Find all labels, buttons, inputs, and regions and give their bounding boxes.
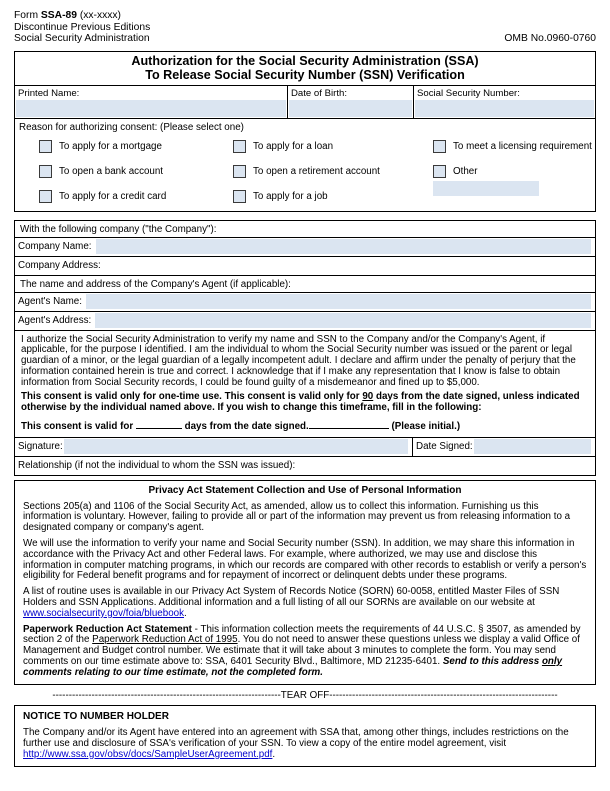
pra-text-1: - This information collection meets the requirements of 44 U.S.C. § 3507, as amended by section 2 of the — [23, 623, 581, 646]
privacy-heading: Privacy Act Statement Collection and Use of Personal Information — [148, 484, 462, 496]
authorization-paragraph: I authorize the Social Security Administration to verify my name and SSN to the Company and/or the Company's Agent, if applicable, for the purpose I identified. I am the individual to whom the Social Security number was issued or the parent or legal guardian of a minor, or the legal guardian of a legally incompetent adult. I declare and affirm under the penalty of perjury that the information contained herein is true and correct. I acknowledge that if I make any representation that I know is false to obtain information from Social Security records, I could be found guilty of a misdemeanor and fined up to $5,000. — [21, 333, 576, 388]
pra-act-name: Paperwork Reduction Act of 1995 — [92, 634, 238, 646]
agency-line: Social Security Administration — [14, 33, 150, 44]
pra-bold-2: comments relating to our time estimate, not the completed form. — [23, 666, 323, 678]
reason-column-3 — [433, 140, 595, 203]
reason-column-2 — [233, 140, 433, 203]
other-reason-input[interactable] — [433, 181, 539, 196]
printed-name-cell — [15, 86, 287, 118]
printed-name-label: Printed Name: — [18, 87, 80, 99]
bank-account-checkbox[interactable] — [39, 165, 52, 178]
printed-name-input[interactable] — [16, 100, 286, 117]
reason-option-job[interactable] — [233, 190, 433, 203]
form-edition: (xx-xxxx) — [76, 10, 121, 21]
agent-address-input[interactable] — [95, 313, 591, 328]
agent-address-label: Agent's Address: — [18, 315, 92, 326]
tear-dashes-right: ---------------------------------------------------------------------- — [329, 689, 558, 701]
fill-text-1: This consent is valid for — [21, 421, 134, 433]
date-signed-cell — [413, 438, 595, 456]
retirement-account-checkbox[interactable] — [233, 165, 246, 178]
reason-option-other[interactable] — [433, 165, 595, 178]
consent-text-2: days from the date signed, unless indicated otherwise by the individual named above. If you wish to change this timeframe, fill in the following: — [21, 391, 580, 414]
date-of-birth-input[interactable] — [289, 100, 412, 117]
reason-option-licensing[interactable] — [433, 140, 595, 153]
signature-input[interactable] — [64, 439, 408, 454]
reason-option-retirement-account[interactable] — [233, 165, 433, 178]
privacy-paragraph-2: We will use the information to verify your name and Social Security number (SSN). In addition, we may share this information in accordance with the Privacy Act and other Federal laws. For example, where authorized, we may use and disclose this information in computer matching programs, in which our records are compared with other records to establish or verify a person's eligibility for Federal benefit programs and for repayment of incorrect or delinquent debts under these programs. — [23, 538, 587, 582]
form-header — [14, 10, 596, 45]
loan-label: To apply for a loan — [253, 140, 334, 152]
company-address-row — [15, 256, 595, 275]
reason-prompt: Reason for authorizing consent: (Please select one) — [19, 121, 244, 133]
notice-box — [14, 705, 596, 767]
pra-text-2: . You do not need to answer these questions unless we display a valid Office of Management and Budget control number. We estimate that it will take about 3 minutes to complete the form. You may send comments on our time estimate above to: SSA, 6401 Security Blvd., Baltimore, MD 21235-6401. — [23, 634, 580, 668]
consent-fill-line — [21, 418, 589, 433]
agent-name-label: Agent's Name: — [18, 296, 82, 307]
other-checkbox[interactable] — [433, 165, 446, 178]
form-number: SSA-89 — [40, 10, 77, 21]
discontinue-line: Discontinue Previous Editions — [14, 21, 151, 33]
form-number-line — [14, 10, 596, 22]
company-address-input[interactable] — [105, 258, 591, 273]
date-signed-label: Date Signed: — [416, 441, 473, 453]
tear-off-label: TEAR OFF — [280, 689, 330, 701]
date-signed-input[interactable] — [474, 439, 591, 454]
bank-account-label: To open a bank account — [59, 165, 164, 177]
privacy-act-box — [14, 480, 596, 685]
ssn-input[interactable] — [415, 100, 594, 117]
tear-off-line — [14, 690, 596, 701]
agent-name-row — [15, 292, 595, 311]
company-name-row — [15, 237, 595, 256]
fill-text-3: (Please initial.) — [391, 421, 461, 433]
identity-fields-row — [15, 86, 595, 119]
authorization-text-cell — [15, 330, 595, 437]
reason-option-mortgage[interactable] — [39, 140, 233, 153]
job-label: To apply for a job — [253, 190, 328, 202]
agent-section-heading: The name and address of the Company's Agent (if applicable): — [15, 275, 595, 292]
notice-text: The Company and/or its Agent have entered into an agreement with SSA that, among other things, includes restrictions on the further use and disclosure of SSA's verification of your SSN. To view a copy of the entire model agreement, visit — [23, 726, 569, 749]
form-word: Form — [14, 10, 41, 21]
paperwork-reduction-paragraph — [23, 625, 587, 679]
company-name-label: Company Name: — [18, 241, 92, 252]
reason-option-loan[interactable] — [233, 140, 433, 153]
signature-row — [15, 437, 595, 456]
signature-cell — [15, 438, 413, 456]
form-title-line1: Authorization for the Social Security Administration (SSA) — [131, 53, 479, 68]
omb-number: OMB No.0960-0760 — [504, 33, 596, 44]
model-agreement-link[interactable]: http://www.ssa.gov/obsv/docs/SampleUserAgreement.pdf — [23, 748, 273, 760]
privacy-paragraph-3 — [23, 587, 587, 619]
reason-column-1 — [39, 140, 233, 203]
pra-only-word: only — [541, 656, 563, 668]
credit-card-label: To apply for a credit card — [59, 190, 167, 202]
agent-address-row — [15, 311, 595, 330]
consent-days-input[interactable] — [136, 418, 182, 429]
company-section-heading: With the following company ("the Company"): — [20, 223, 217, 235]
loan-checkbox[interactable] — [233, 140, 246, 153]
reason-option-bank-account[interactable] — [39, 165, 233, 178]
notice-heading: NOTICE TO NUMBER HOLDER — [23, 710, 169, 722]
consent-initial-input[interactable] — [309, 418, 389, 429]
top-section-box — [14, 51, 596, 212]
signature-label: Signature: — [18, 441, 63, 453]
date-of-birth-cell — [287, 86, 413, 118]
relationship-input[interactable] — [299, 458, 591, 473]
ssn-cell — [413, 86, 595, 118]
credit-card-checkbox[interactable] — [39, 190, 52, 203]
form-title-line2: To Release Social Security Number (SSN) Verification — [145, 67, 465, 82]
privacy-p3-text: A list of routine uses is available in our Privacy Act System of Records Notice (SORN) 60-0058, entitled Master Files of SSN Holders and SSN Applications. Additional information and a full listing of all our SORNs are available on our website at — [23, 586, 560, 609]
privacy-p3-end: . — [184, 607, 187, 619]
mortgage-label: To apply for a mortgage — [59, 140, 162, 152]
bluebook-link[interactable]: www.socialsecurity.gov/foia/bluebook — [23, 607, 185, 619]
notice-paragraph — [23, 727, 587, 760]
mortgage-checkbox[interactable] — [39, 140, 52, 153]
consent-text-1: This consent is valid only for one-time use. This consent is valid only for — [21, 391, 363, 403]
consent-days-text: 90 — [362, 391, 374, 403]
licensing-checkbox[interactable] — [433, 140, 446, 153]
pra-heading: Paperwork Reduction Act Statement — [23, 623, 192, 635]
form-title — [15, 52, 595, 86]
date-of-birth-label: Date of Birth: — [291, 87, 347, 99]
reason-option-credit-card[interactable] — [39, 190, 233, 203]
pra-bold-1: Send to this address — [442, 656, 542, 668]
company-address-label: Company Address: — [18, 260, 101, 271]
company-name-input[interactable] — [96, 239, 591, 254]
company-consent-box — [14, 220, 596, 476]
notice-end: . — [272, 748, 276, 760]
retirement-account-label: To open a retirement account — [253, 165, 380, 177]
tear-dashes-left: ---------------------------------------------------------------------- — [52, 689, 281, 701]
relationship-row — [15, 456, 595, 475]
ssn-label: Social Security Number: — [417, 87, 520, 99]
consent-statement — [21, 392, 589, 414]
reason-options — [15, 134, 595, 211]
fill-text-2: days from the date signed. — [184, 421, 309, 433]
privacy-paragraph-1: Sections 205(a) and 1106 of the Social Security Act, as amended, allow us to collect this information. Furnishing us this information is voluntary. However, failing to provide all or part of the information may prevent us from releasing information to a designated company or company's agent. — [23, 500, 571, 534]
relationship-label: Relationship (if not the individual to whom the SSN was issued): — [18, 460, 296, 472]
agent-name-input[interactable] — [86, 294, 591, 309]
job-checkbox[interactable] — [233, 190, 246, 203]
other-label: Other — [453, 165, 478, 177]
licensing-label: To meet a licensing requirement — [453, 140, 592, 152]
